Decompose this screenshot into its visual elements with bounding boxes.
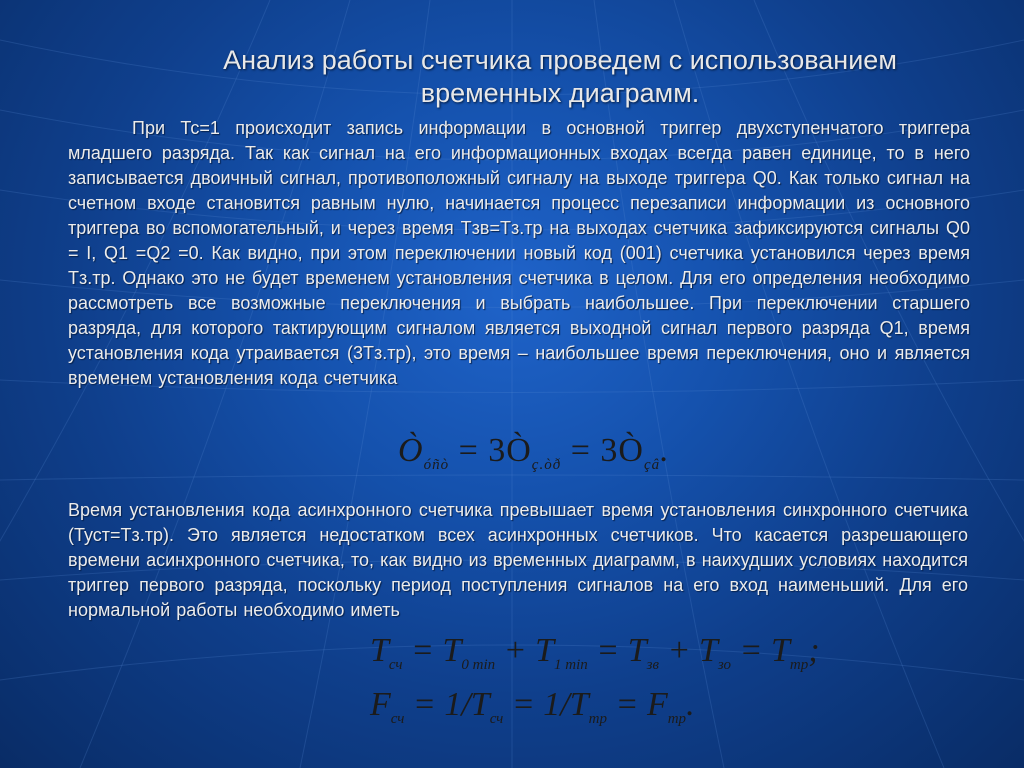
- formula-settling-time: [398, 432, 670, 474]
- formula3-s4: тр: [667, 710, 687, 727]
- formula3-eq1: = 1/T: [412, 686, 490, 723]
- formula2-s5: зо: [717, 656, 732, 673]
- formula-frequency: [370, 686, 695, 728]
- formula1-end: .: [660, 432, 670, 469]
- formula2-s3: 1 min: [554, 656, 588, 673]
- formula1-mid-sub: ç.òð: [531, 456, 562, 473]
- formula3-s2: сч: [489, 710, 504, 727]
- paragraph-settling-time: Время установления кода асинхронного счетчика превышает время установления синхронного счетчика (Туст=Тз.тр). Это является недостатком всех асинхронных счетчиков. Что касается разрешающего времени асинхронного счетчика, то, как видно из временных диаграмм, в наихудших условиях находится триггер первого разряда, поскольку период поступления сигналов на его вход наименьший. Для его нормальной работы необходимо иметь: [68, 500, 968, 620]
- formula3-s3: тр: [588, 710, 607, 727]
- formula2-t: T: [370, 632, 389, 669]
- formula2-plus2: + T: [667, 632, 718, 669]
- formula1-rhs-sub: çâ: [643, 456, 661, 473]
- formula2-s2: 0 min: [461, 656, 496, 673]
- formula2-s1: сч: [388, 656, 403, 673]
- formula3-eq2: = 1/T: [511, 686, 589, 723]
- formula3-s1: сч: [390, 710, 405, 727]
- formula1-lhs-sub: óñò: [423, 456, 450, 473]
- formula2-s4: зв: [646, 656, 659, 673]
- formula2-plus1: + T: [503, 632, 555, 669]
- formula1-eq1: = 3Ò: [458, 432, 532, 469]
- formula2-eq3: = T: [739, 632, 790, 669]
- slide-title: Анализ работы счетчика проведем с использованием временных диаграмм.: [223, 45, 897, 108]
- formula1-lhs: Ò: [398, 432, 424, 469]
- formula3-f: F: [370, 686, 391, 723]
- formula1-eq2: = 3Ò: [570, 432, 644, 469]
- formula2-eq2: = T: [596, 632, 647, 669]
- formula3-eq3: = F: [615, 686, 668, 723]
- formula3-end: .: [686, 686, 695, 723]
- formula-period: [370, 632, 820, 674]
- formula2-eq1: = T: [411, 632, 462, 669]
- formula2-end: ;: [808, 632, 820, 669]
- formula2-s6: тр: [789, 656, 809, 673]
- paragraph-recording-info: При Тс=1 происходит запись информации в основной триггер двухступенчатого триггера младшего разряда. Так как сигнал на его информационных входах всегда равен единице, то в него записывается двоичный сигнал, противоположный сигналу на выходе триггера Q0. Как только сигнал на счетном входе становится равным нулю, начинается процесс перезаписи информации из основного триггера во вспомогательный, и через время Тзв=Тз.тр на выходах счетчика зафиксируются сигналы Q0 = I, Q1 =Q2 =0. Как видно, при этом переключении новый код (001) счетчика установился через время Тз.тр. Однако это не будет временем установления счетчика в целом. Для его определения необходимо рассмотреть все возможные переключения и выбрать наибольшее. При переключении старшего разряда, для которого тактирующим сигналом является выходной сигнал первого разряда Q1, время установления кода утраивается (3Тз.тр), это время – наибольшее время переключения, оно и является временем установления кода счетчика: [68, 118, 970, 388]
